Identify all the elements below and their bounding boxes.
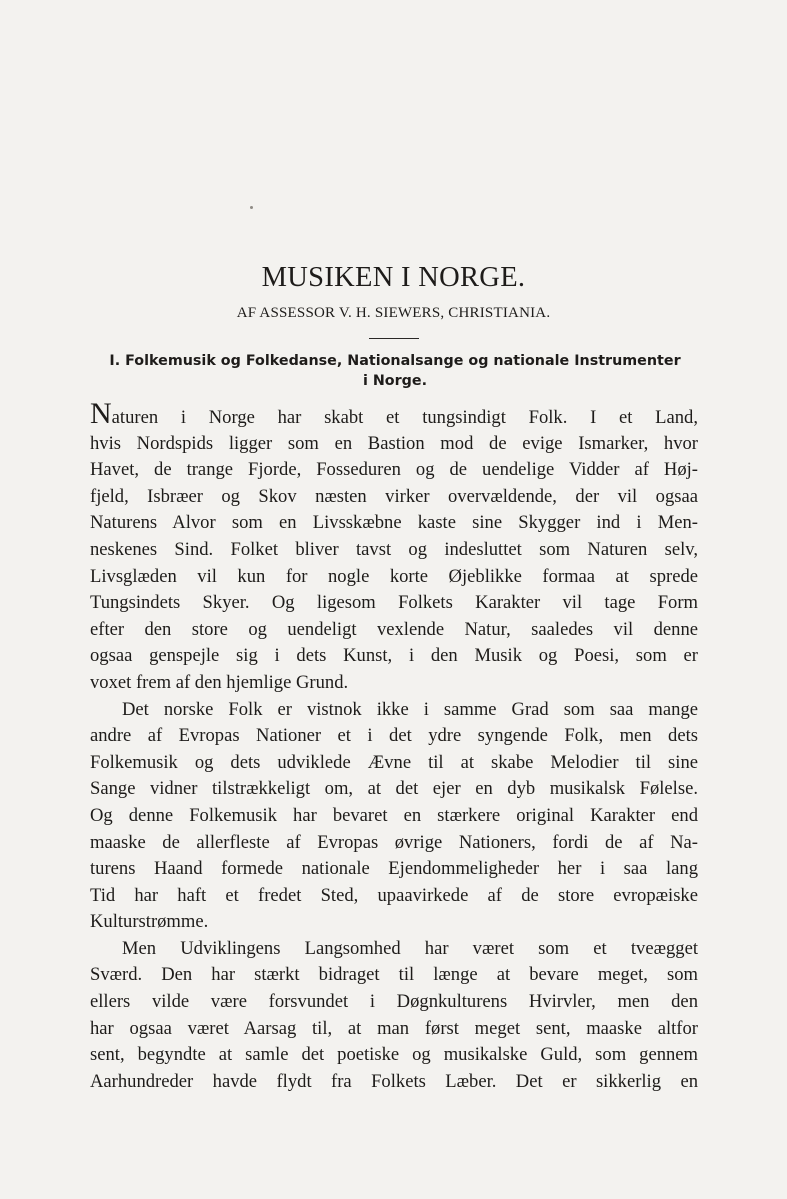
text-line: fjeld, Isbræer og Skov næsten virker overvældende, der vil ogsaa [90,485,698,507]
text-line: Aarhundreder havde flydt fra Folkets Læber. Det er sikkerlig en [90,1070,698,1092]
text-line: Naturens Alvor som en Livsskæbne kaste sine Skygger ind i Men- [90,512,698,534]
article-title: MUSIKEN I NORGE. [261,262,526,293]
text-line: Tid har haft et fredet Sted, upaavirkede af de store evropæiske [90,884,698,906]
text-line: ellers vilde være forsvundet i Døgnkulturens Hvirvler, men den [90,991,698,1013]
text-line: Men Udviklingens Langsomhed har været som et tveægget [122,937,698,959]
text-line: Naturen i Norge har skabt et tungsindigt Folk. I et Land, [90,397,698,430]
text-line: efter den store og uendeligt vexlende Natur, saaledes vil denne [90,618,698,640]
drop-cap: N [90,397,112,430]
text-line: Og denne Folkemusik har bevaret en stærkere original Karakter end [90,804,698,826]
article-byline: AF ASSESSOR V. H. SIEWERS, CHRISTIANIA. [236,305,551,321]
text-line: Kulturstrømme. [90,911,209,933]
text-line: hvis Nordspids ligger som en Bastion mod de evige Ismarker, hvor [90,432,698,454]
text-line: Sange vidner tilstrækkeligt om, at det ejer en dyb musikalsk Følelse. [90,778,698,800]
text-line: ogsaa genspejle sig i dets Kunst, i den Musik og Poesi, som er [90,645,698,667]
title-rule [369,338,419,339]
text-line: neskenes Sind. Folket bliver tavst og indesluttet som Naturen selv, [90,538,698,560]
text-line: har ogsaa været Aarsag til, at man først meget sent, maaske altfor [90,1017,698,1039]
text-line: maaske de allerfleste af Evropas øvrige Nationers, fordi de af Na- [90,831,698,853]
text-line: voxet frem af den hjemlige Grund. [90,671,349,693]
body-text [90,397,698,1095]
paper-speck [250,206,253,209]
section-heading [95,351,695,391]
text-line: turens Haand formede nationale Ejendommeligheder her i saa lang [90,858,698,880]
text-line: andre af Evropas Nationer et i det ydre syngende Folk, men dets [90,725,698,747]
text-line: Det norske Folk er vistnok ikke i samme Grad som saa mange [122,698,698,720]
text-line: Folkemusik og dets udviklede Ævne til at skabe Melodier til sine [90,751,698,773]
text-line: Havet, de trange Fjorde, Fosseduren og de uendelige Vidder af Høj- [90,459,698,481]
text-line: Sværd. Den har stærkt bidraget til længe at bevare meget, som [90,964,698,986]
section-heading-line-2: i Norge. [362,373,428,389]
text-line: sent, begyndte at samle det poetiske og musikalske Guld, som gennem [90,1044,698,1066]
section-heading-line-1: I. Folkemusik og Folkedanse, Nationalsange og nationale Instrumenter [109,353,681,369]
text-line: Tungsindets Skyer. Og ligesom Folkets Karakter vil tage Form [90,592,698,614]
text-line: Livsglæden vil kun for nogle korte Øjeblikke formaa at sprede [90,565,698,587]
